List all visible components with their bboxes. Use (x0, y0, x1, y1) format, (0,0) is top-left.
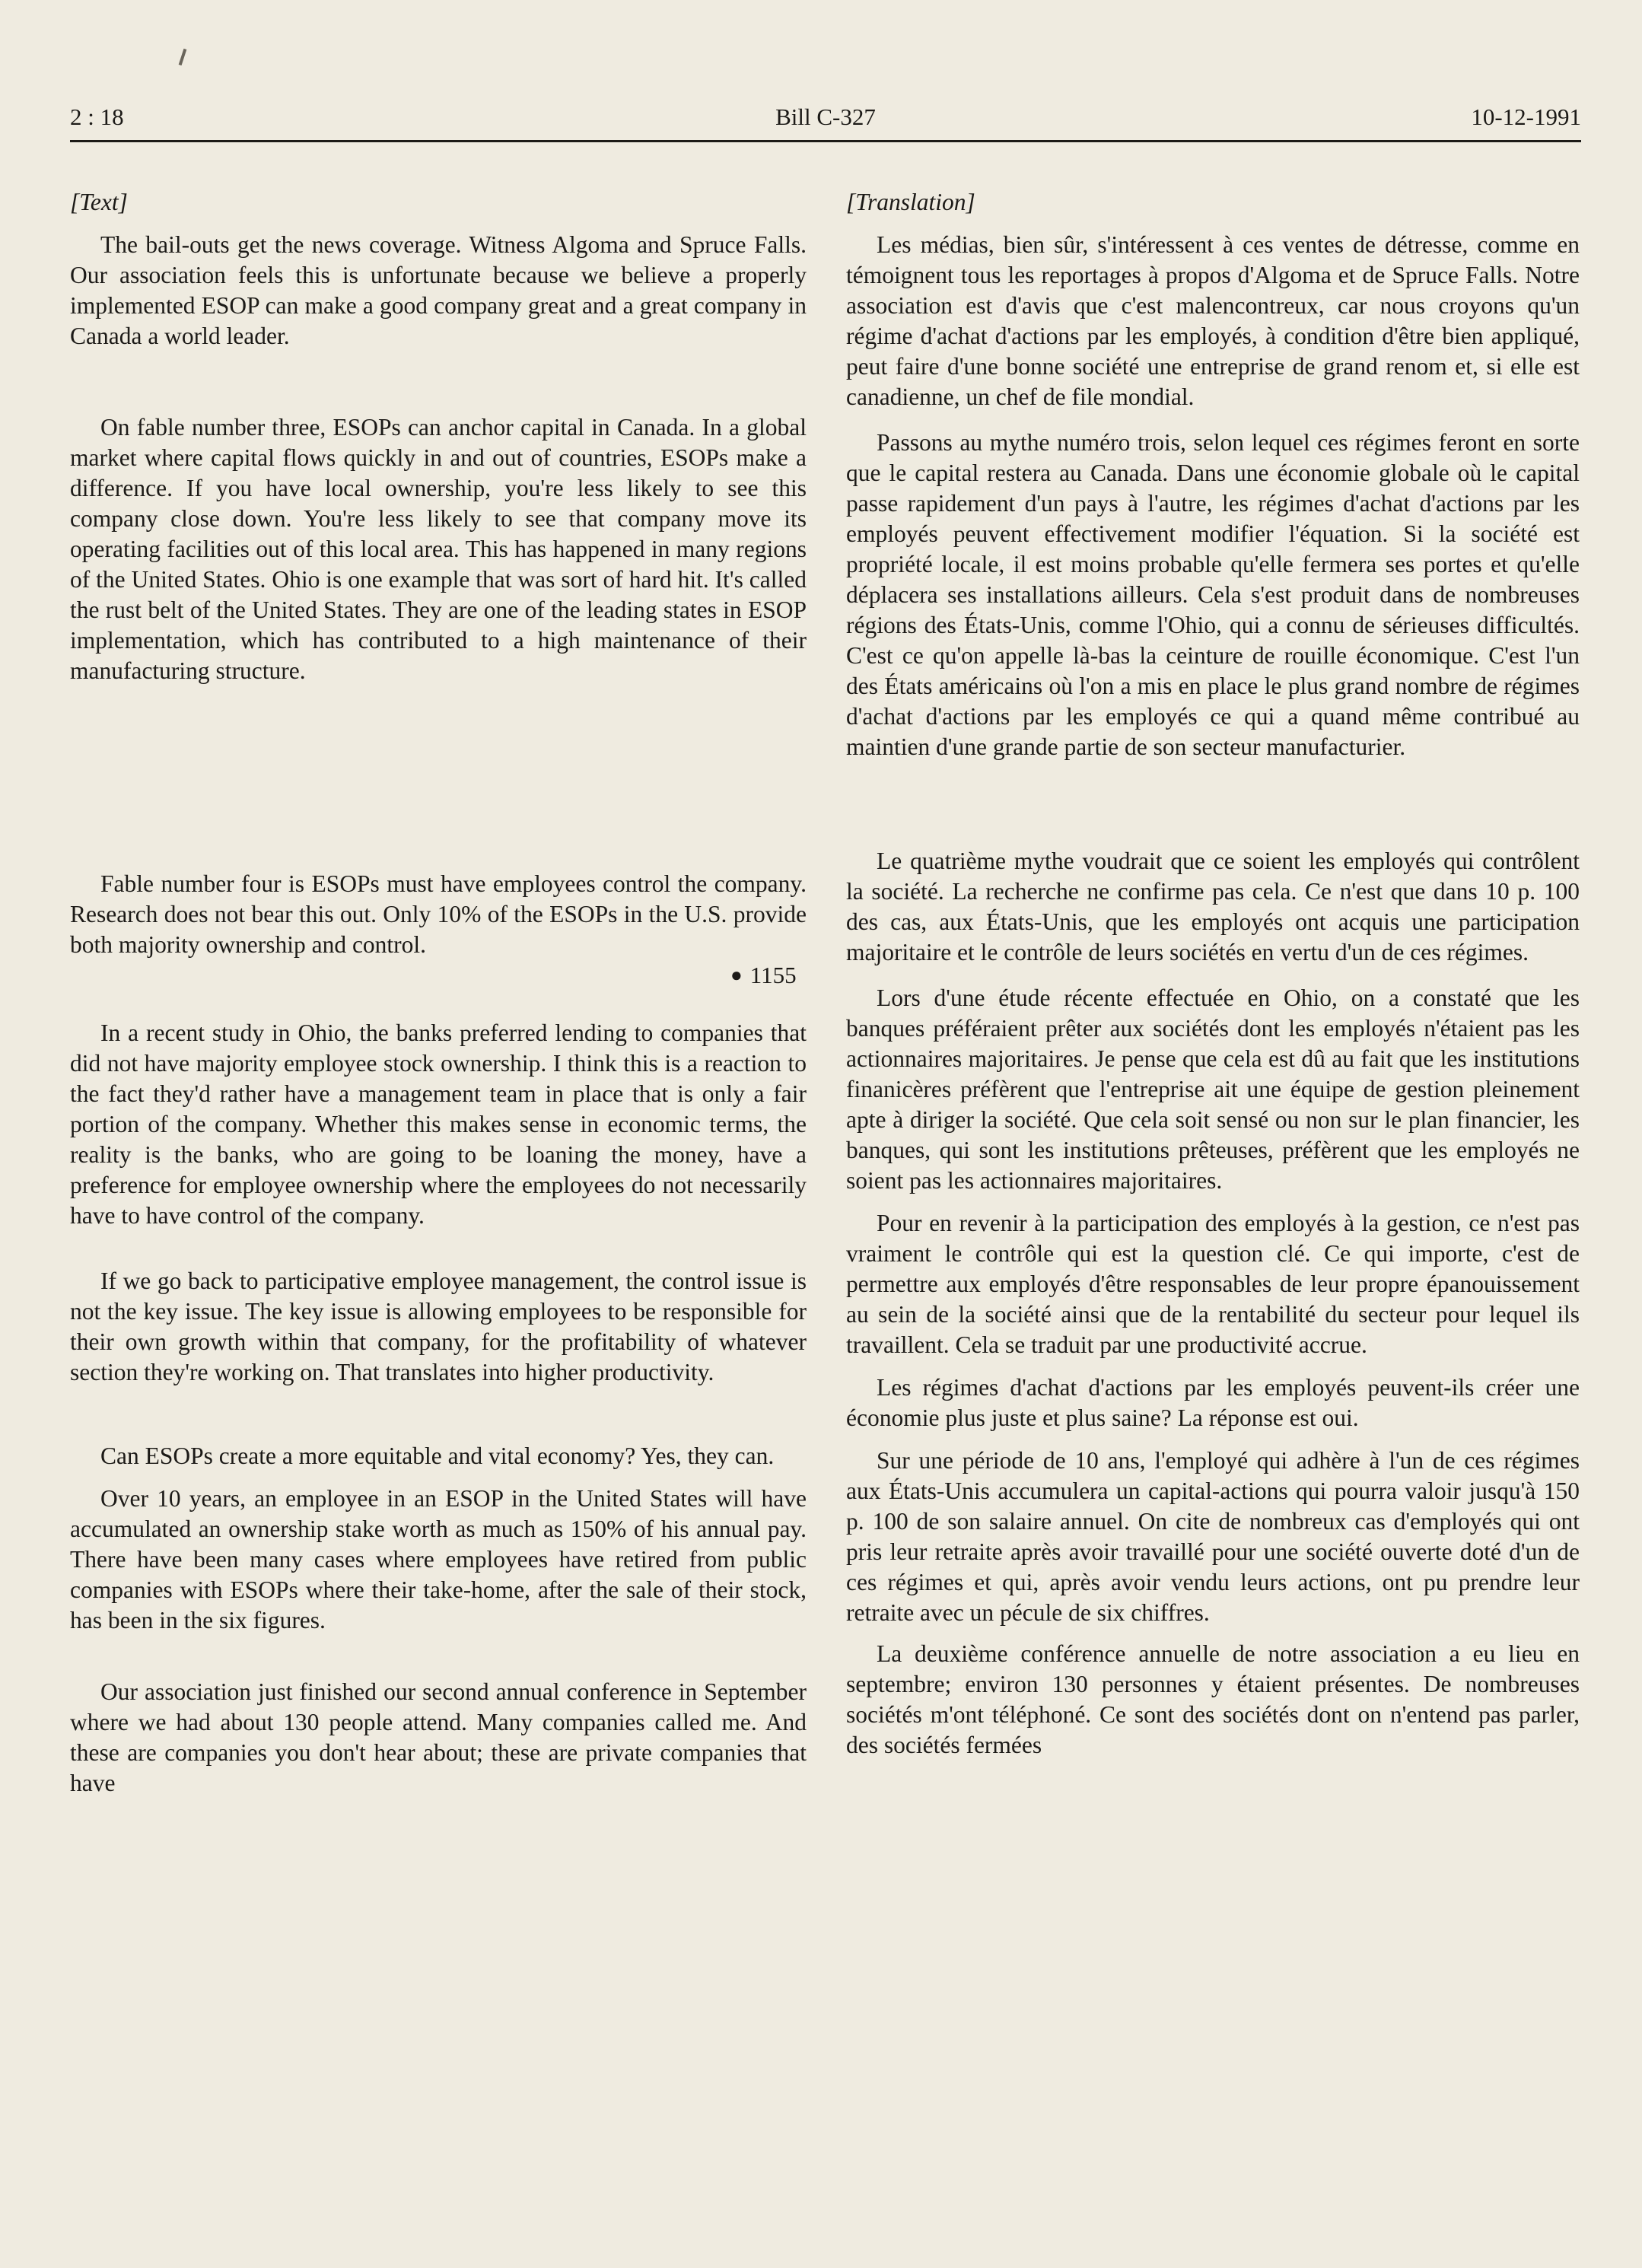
paragraph: Can ESOPs create a more equitable and vital economy? Yes, they can. (100, 1443, 775, 1469)
page-number: 2 : 18 (70, 103, 124, 130)
paragraph: Les médias, bien sûr, s'intéressent à ces ventes de détresse, comme en témoignent tous les reportages à propos d'Algoma et de Spruce Falls. Notre association est d'avis que c'est malencontreux, car nous croyons qu'un régime d'achat d'actions par les employés, à condition d'être bien appliqué, peut faire d'une bonne société une entreprise de grand renom et, si elle est canadienne, un chef de file mondial. (846, 231, 1580, 410)
paragraph: If we go back to participative employee management, the control issue is not the key issue. The key issue is allowing employees to be responsible for their own growth within that company, for the profitability of whatever section they're working on. That translates into higher productivity. (70, 1268, 807, 1385)
paragraph: Over 10 years, an employee in an ESOP in the United States will have accumulated an ownership stake worth as much as 150% of his annual pay. There have been many cases where employees have retired from public companies with ESOPs where their take-home, after the sale of their stock, has been in the six figures. (70, 1485, 807, 1633)
bullet-icon: ● (730, 964, 743, 986)
text-label: [Text] (70, 189, 128, 215)
header-rule (70, 140, 1581, 142)
bill-title: Bill C-327 (775, 103, 876, 130)
paragraph: Lors d'une étude récente effectuée en Ohio, on a constaté que les banques préféraient prêter aux sociétés dont les employés n'étaient pas les actionnaires majoritaires. Je pense que cela est dû au fait que les institutions finanicères préfèrent que l'entreprise ait une équipe de gestion pleinement apte à diriger la société. Que cela soit sensé ou non sur le plan financier, les banques, qui sont les institutions prêteuses, préfèrent que les employés ne soient pas les actionnaires majoritaires. (846, 984, 1580, 1194)
paragraph: Our association just finished our second annual conference in September where we had about 130 people attend. Many companies called me. And these are companies you don't hear about; these are private companies that have (70, 1678, 807, 1796)
timestamp (730, 962, 797, 989)
paragraph: Sur une période de 10 ans, l'employé qui adhère à l'un de ces régimes aux États-Unis accumulera un capital-actions qui pourra valoir jusqu'à 150 p. 100 de son salaire annuel. On cite de nombreux cas d'employés qui ont pris leur retraite après avoir travaillé pour une société ouverte doté d'un de ces régimes et qui, après avoir vendu leurs actions, ont pu prendre leur retraite avec un pécule de six chiffres. (846, 1447, 1580, 1626)
paragraph: Passons au mythe numéro trois, selon lequel ces régimes feront en sorte que le capital restera au Canada. Dans une économie globale où le capital passe rapidement d'un pays à l'autre, les régimes d'achat d'actions par les employés peuvent effectivement modifier l'équation. Si la société est propriété locale, il est moins probable qu'elle fermera ses portes et qu'elle déplacera ses installations ailleurs. Cela s'est produit dans de nombreuses régions des États-Unis, comme l'Ohio, qui a connu de sérieuses difficultés. C'est ce qu'on appelle là-bas la ceinture de rouille économique. C'est l'un des États américains où l'on a mis en place le plus grand nombre de régimes d'achat d'actions par les employés ce qui a quand même contribué au maintien d'une grande partie de son secteur manufacturier. (846, 429, 1580, 760)
paragraph: On fable number three, ESOPs can anchor capital in Canada. In a global market where capital flows quickly in and out of countries, ESOPs make a difference. If you have local ownership, you're less likely to see this company close down. You're less likely to see that company move its operating facilities out of this local area. This has happened in many regions of the United States. Ohio is one example that was sort of hard hit. It's called the rust belt of the United States. They are one of the leading states in ESOP implementation, which has contributed to a high maintenance of their manufacturing structure. (70, 414, 807, 684)
paragraph: Pour en revenir à la participation des employés à la gestion, ce n'est pas vraiment le contrôle qui est la question clé. Ce qui importe, c'est de permettre aux employés d'être responsables de leur propre épanouissement au sein de la société ainsi que de la rentabilité du secteur pour lequel ils travaillent. Cela se traduit par une productivité accrue. (846, 1210, 1580, 1358)
translation-column (846, 187, 1580, 1761)
paragraph: Les régimes d'achat d'actions par les employés peuvent-ils créer une économie plus juste et plus saine? La réponse est oui. (846, 1374, 1580, 1431)
translation-label: [Translation] (846, 189, 975, 215)
header-date: 10-12-1991 (1471, 103, 1581, 130)
paragraph: In a recent study in Ohio, the banks preferred lending to companies that did not have majority employee stock ownership. I think this is a reaction to the fact they'd rather have a management team in place that is only a fair portion of the company. Whether this makes sense in economic terms, the reality is the banks, who are going to be loaning the money, have a preference for employee ownership where the employees do not necessarily have to have control of the company. (70, 1019, 807, 1229)
paragraph: Fable number four is ESOPs must have employees control the company. Research does not bear this out. Only 10% of the ESOPs in the U.S. provide both majority ownership and control. (70, 870, 807, 958)
paragraph: Le quatrième mythe voudrait que ce soient les employés qui contrôlent la société. La recherche ne confirme pas cela. Ce n'est que dans 10 p. 100 des cas, aux États-Unis, que les employés ont acquis une participation majoritaire et le contrôle de leurs sociétés en vertu d'un de ces régimes. (846, 848, 1580, 965)
timestamp-value: 1155 (749, 962, 797, 988)
paragraph: The bail-outs get the news coverage. Witness Algoma and Spruce Falls. Our association feels this is unfortunate because we believe a properly implemented ESOP can make a good company great and a great company in Canada a world leader. (70, 231, 807, 349)
text-column (70, 187, 807, 1799)
paragraph: La deuxième conférence annuelle de notre association a eu lieu en septembre; environ 130 personnes y étaient présentes. De nombreuses sociétés m'ont téléphoné. Ce sont des sociétés dont on n'entend pas parler, des sociétés fermées (846, 1640, 1580, 1758)
page-header (70, 103, 1581, 142)
pen-mark (179, 49, 187, 65)
